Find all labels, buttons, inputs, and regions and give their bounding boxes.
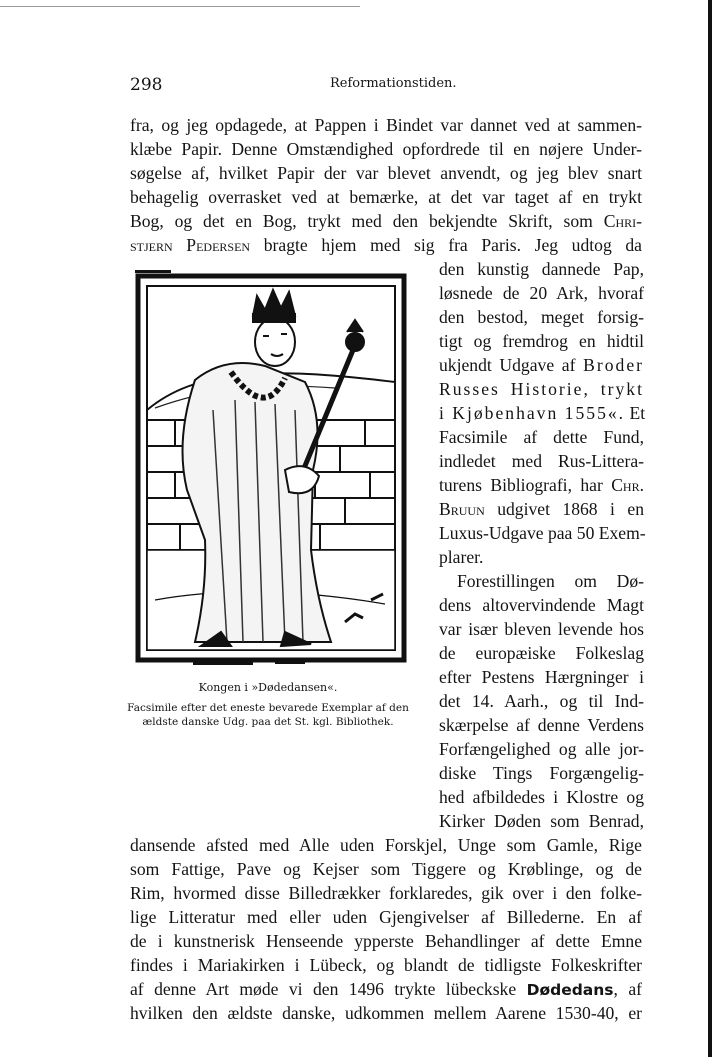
woodcut-illustration [135,270,407,666]
text-line: ukjendt Udgave af Broder [439,355,644,375]
text-line: behagelig overrasket ved at bemærke, at det var taget af en trykt [130,187,642,207]
text-line: de europæiske Folkeslag [439,643,644,663]
text-line: lige Litteratur med eller uden Gjengivelser af Billederne. En af [130,907,642,927]
text-line: Bog, og det en Bog, trykt med den bekjendte Skrift, som Chri- [130,211,642,231]
text-line: søgelse af, hvilket Papir der var blevet anvendt, og jeg blev snart [130,163,642,183]
text-line: turens Bibliografi, har Chr. [439,475,644,495]
text-line: skærpelse af denne Verdens [439,715,644,735]
text-line: de i kunstnerisk Henseende ypperste Behandlinger af dette Emne [130,931,642,951]
text-line: som Fattige, Pave og Kejser som Tiggere og Krøblinge, og de [130,859,642,879]
text-line: findes i Mariakirken i Lübeck, og blandt de tidligste Folkeskrifter [130,955,642,975]
name-bruun: Bruun [439,499,485,519]
text-line: klæbe Papir. Denne Omstændighed opfordrede til en nøjere Under- [130,139,642,159]
page-right-edge [708,0,712,1057]
text-line: dens altovervindende Magt [439,595,644,615]
text-line: i Kjøbenhavn 1555«. Et [439,403,646,423]
text-line: løsnede de 20 Ark, hvoraf [439,283,644,303]
text-line: Forfængelighed og alle jor- [439,739,644,759]
spaced-title: Broder [583,355,644,375]
name-chr: Chr. [611,475,644,495]
name-christjern-pedersen: stjern Pedersen [130,235,251,255]
text-line: diske Tings Forgængelig- [439,763,644,783]
figure-caption [127,681,409,729]
text-line: efter Pestens Hærgninger i [439,667,644,687]
spaced-title: i Kjøbenhavn 1555«. [439,403,626,423]
text-line: fra, og jeg opdagede, at Pappen i Bindet var dannet ved at sammen- [130,115,642,135]
text-line: var især bleven levende hos [439,619,644,639]
text-line: hvilken den ældste danske, udkommen mellem Aarene 1530-40, er [130,1003,642,1023]
text-line: Bruun udgivet 1868 i en [439,499,644,519]
text-line: dansende afsted med Alle uden Forskjel, Unge som Gamle, Rige [130,835,642,855]
text-line: Kirker Døden som Benrad, [439,811,644,831]
text-line: indledet med Rus-Littera- [439,451,644,471]
spaced-title-line: Russes Historie, trykt [439,379,644,399]
text-line: den bestod, meget forsig- [439,307,644,327]
running-title: Reformationstiden. [330,76,457,91]
page-number: 298 [130,75,163,95]
figure-caption-title: Kongen i »Dødedansen«. [198,681,338,694]
text-line: tigt og fremdrog en hidtil [439,331,644,351]
text-line: stjern Pedersen bragte hjem med sig fra Paris. Jeg udtog da [130,235,642,255]
text-line: plarer. [439,547,484,567]
text-line: den kunstig dannede Pap, [439,259,644,279]
text-line: Facsimile af dette Fund, [439,427,644,447]
figure-caption-note: Facsimile efter det eneste bevarede Exemplar af den [127,702,409,714]
page-top-edge [0,6,360,7]
text-line: af denne Art møde vi den 1496 trykte lübeckske Dødedans, af [130,979,643,999]
bold-term-dodedans: Dødedans [526,981,614,999]
name-christjern-part1: Chri- [603,211,642,231]
text-line: Luxus-Udgave paa 50 Exem- [439,523,646,543]
text-line: det 14. Aarh., og til Ind- [439,691,644,711]
text-line: Rim, hvormed disse Billedrækker forklaredes, gik over i den folke- [130,883,642,903]
text-line: hed afbildedes i Klostre og [439,787,644,807]
figure-caption-note: ældste danske Udg. paa det St. kgl. Bibliothek. [142,716,394,728]
paragraph-start: Forestillingen om Dø- [457,571,644,591]
